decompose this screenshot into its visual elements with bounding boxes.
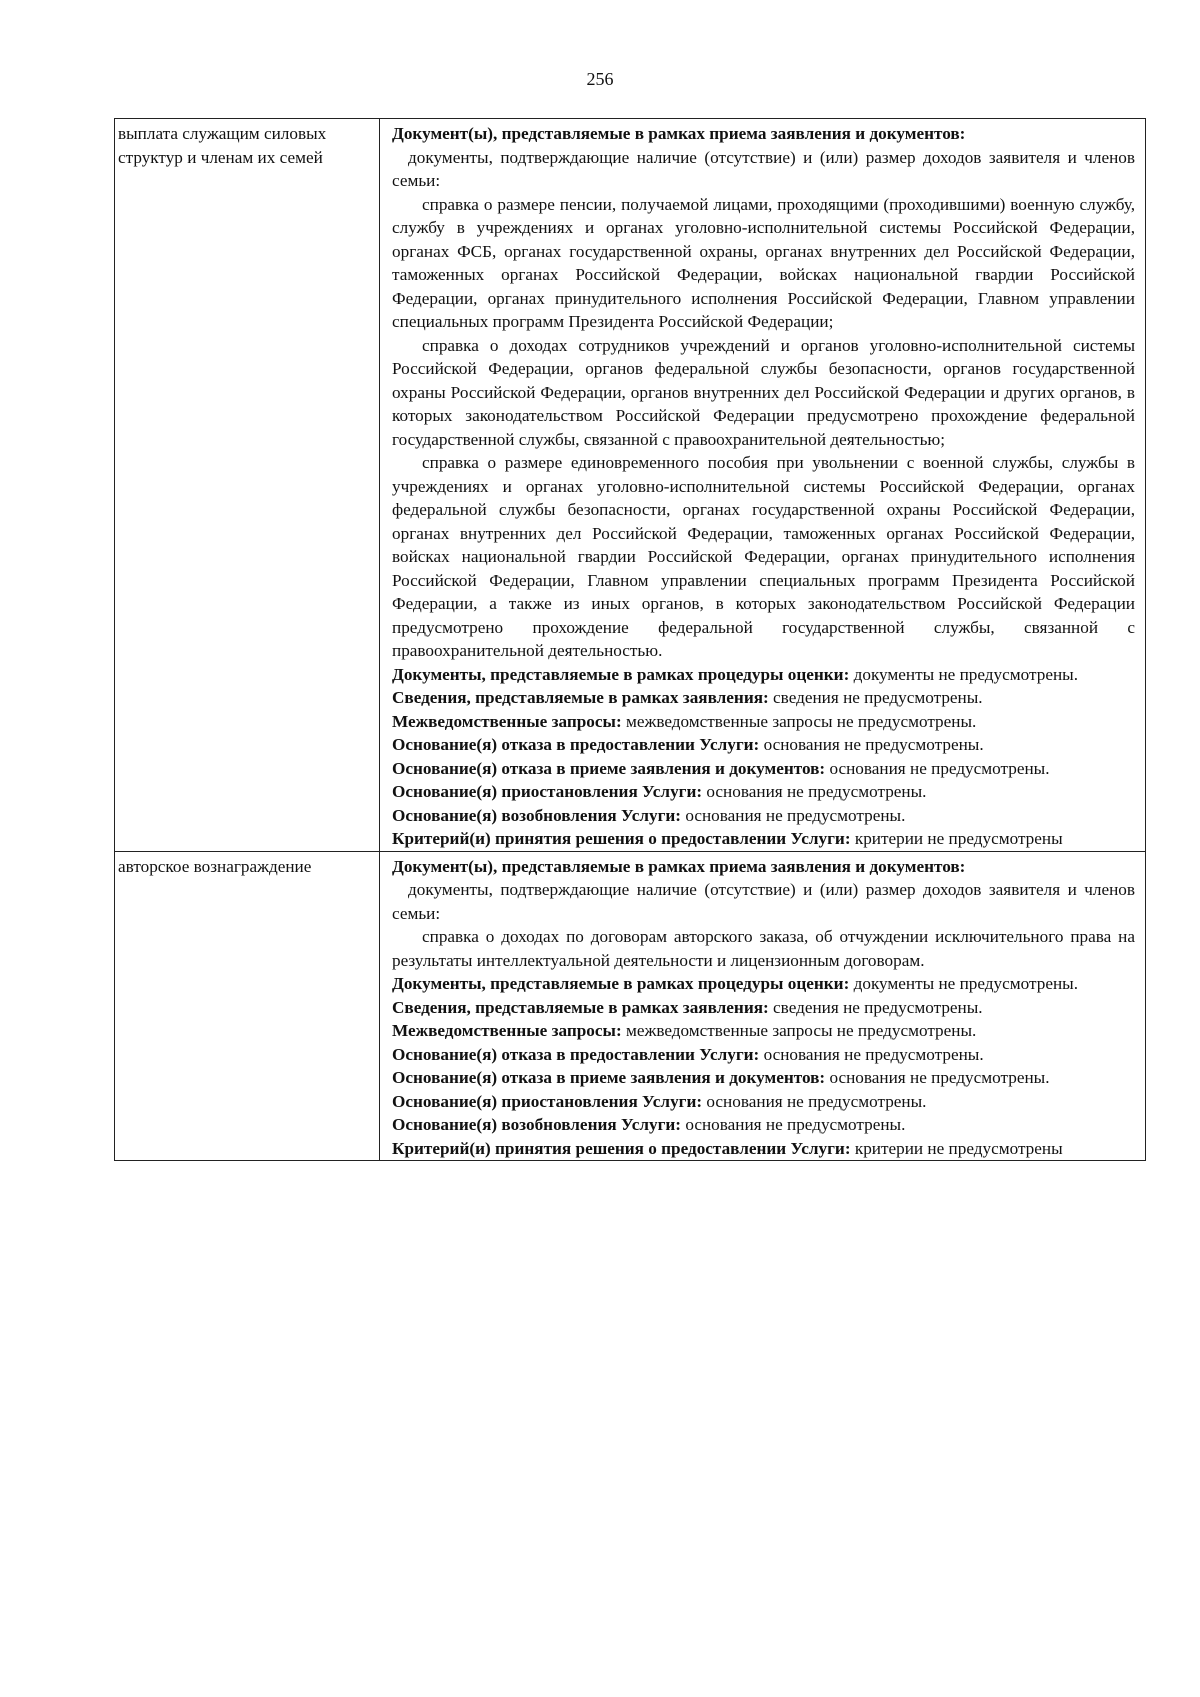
field-label: Основание(я) возобновления Услуги:	[392, 805, 682, 825]
field-line	[392, 780, 1135, 804]
field-value: основания не предусмотрены.	[759, 1044, 984, 1064]
field-label: Документы, представляемые в рамках процедуры оценки:	[392, 664, 850, 684]
field-line	[392, 757, 1135, 781]
income-category-cell: авторское вознаграждение	[115, 851, 380, 1161]
field-label: Основание(я) отказа в приеме заявления и документов:	[392, 1068, 826, 1087]
field-value: основания не предусмотрены.	[702, 1091, 927, 1111]
field-value: основания не предусмотрены.	[702, 782, 927, 801]
services-table	[114, 118, 1146, 1161]
field-line	[392, 996, 1135, 1020]
field-line	[392, 1113, 1135, 1137]
document-item: справка о размере пенсии, получаемой лицами, проходящими (проходившими) военную службу, службу в учреждениях и органах уголовно-исполнительной системы Российской Федерации, органах ФСБ, органах государственной охраны, органах внутренних дел Российской Федерации, таможенных органах Российской Федерации, войсках национальной гвардии Российской Федерации, органах принудительного исполнения Российской Федерации, Главном управлении специальных программ Президента Российской Федерации;	[392, 194, 1135, 331]
field-value: критерии не предусмотрены	[850, 829, 1063, 848]
document-item: справка о доходах по договорам авторского заказа, об отчуждении исключительного права на результаты интеллектуальной деятельности и лицензионным договорам.	[392, 927, 1135, 970]
field-label: Основание(я) отказа в приеме заявления и документов:	[392, 758, 826, 778]
field-label: Межведомственные запросы:	[392, 711, 622, 731]
field-value: сведения не предусмотрены.	[768, 688, 983, 707]
field-line	[392, 733, 1135, 757]
field-label: Критерий(и) принятия решения о предоставлении Услуги:	[392, 829, 851, 848]
documents-heading: Документ(ы), представляемые в рамках приема заявления и документов:	[392, 124, 966, 143]
field-value: документы не предусмотрены.	[849, 664, 1078, 684]
requirements-cell	[380, 119, 1146, 852]
field-label: Межведомственные запросы:	[392, 1021, 622, 1040]
field-label: Сведения, представляемые в рамках заявления:	[392, 688, 769, 707]
documents-intro: документы, подтверждающие наличие (отсутствие) и (или) размер доходов заявителя и членов семьи:	[392, 880, 1135, 923]
field-value: основания не предусмотрены.	[825, 1068, 1050, 1087]
field-line	[392, 663, 1135, 687]
field-value: межведомственные запросы не предусмотрены.	[621, 1021, 977, 1040]
documents-heading: Документ(ы), представляемые в рамках приема заявления и документов:	[392, 856, 966, 876]
field-line	[392, 827, 1135, 851]
field-value: сведения не предусмотрены.	[768, 997, 983, 1017]
table-row	[115, 851, 1146, 1161]
field-value: основания не предусмотрены.	[681, 805, 906, 825]
field-line	[392, 1066, 1135, 1090]
field-label: Основание(я) возобновления Услуги:	[392, 1115, 682, 1134]
field-label: Сведения, представляемые в рамках заявления:	[392, 997, 769, 1017]
field-label: Критерий(и) принятия решения о предоставлении Услуги:	[392, 1138, 851, 1158]
field-label: Основание(я) приостановления Услуги:	[392, 1091, 703, 1111]
field-line	[392, 686, 1135, 710]
field-line	[392, 804, 1135, 828]
field-line	[392, 972, 1135, 996]
field-value: межведомственные запросы не предусмотрены.	[621, 711, 977, 731]
field-line	[392, 1137, 1135, 1161]
requirements-cell	[380, 851, 1146, 1161]
field-label: Основание(я) отказа в предоставлении Услуги:	[392, 1044, 760, 1064]
document-item: справка о размере единовременного пособия при увольнении с военной службы, службы в учреждениях и органах уголовно-исполнительной системы Российской Федерации, органах федеральной службы безопасности, органах государственной охраны Российской Федерации, органах внутренних дел Российской Федерации, таможенных органах Российской Федерации, войсках национальной гвардии Российской Федерации, органах принудительного исполнения Российской Федерации, Главном управлении специальных программ Президента Российской Федерации, а также из иных органов, в которых законодательством Российской Федерации предусмотрено прохождение федеральной государственной службы, связанной с правоохранительной деятельностью.	[392, 453, 1135, 660]
field-line	[392, 1043, 1135, 1067]
field-label: Основание(я) отказа в предоставлении Услуги:	[392, 735, 760, 754]
field-value: основания не предусмотрены.	[759, 735, 984, 754]
field-value: основания не предусмотрены.	[825, 758, 1050, 778]
field-line	[392, 1090, 1135, 1114]
field-line	[392, 1019, 1135, 1043]
income-category-cell: выплата служащим силовых структур и членам их семей	[115, 119, 380, 852]
field-line	[392, 710, 1135, 734]
table-row	[115, 119, 1146, 852]
document-item: справка о доходах сотрудников учреждений и органов уголовно-исполнительной системы Российской Федерации, органов федеральной службы безопасности, органов государственной охраны Российской Федерации, органов внутренних дел Российской Федерации и других органов, в которых законодательством Российской Федерации предусмотрено прохождение федеральной государственной службы, связанной с правоохранительной деятельностью;	[392, 335, 1135, 449]
field-label: Основание(я) приостановления Услуги:	[392, 782, 703, 801]
page-number: 256	[586, 69, 614, 89]
documents-intro: документы, подтверждающие наличие (отсутствие) и (или) размер доходов заявителя и членов семьи:	[392, 147, 1135, 190]
field-label: Документы, представляемые в рамках процедуры оценки:	[392, 974, 850, 993]
field-value: документы не предусмотрены.	[849, 974, 1078, 993]
field-value: критерии не предусмотрены	[850, 1138, 1063, 1158]
field-value: основания не предусмотрены.	[681, 1115, 906, 1134]
